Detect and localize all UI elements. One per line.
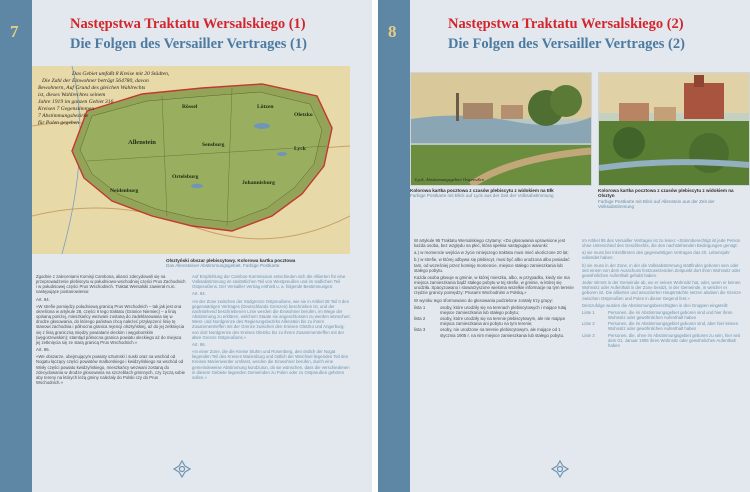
page-title-polish: Następstwa Traktatu Wersalskiego (1) [70, 16, 306, 32]
ornament-icon [173, 460, 191, 478]
list-label: Liste 1 [582, 309, 595, 315]
paragraph: «We obszarze, obejmującym powiaty sztumski i suski oraz na wschód od Nogatu łączący części powiatów malborskiego i kwidzyńskiego na wschód od Wisły części powiatu kwidzyńskiego, mieszkańcy wezwani zostaną do zdecydowania w drodze głosowania na szczeblach gminnych, czy życzą sobie aby tereny na których leżą gminy należały do Polski czy do Prus Wschodnich.» [36, 354, 186, 385]
paragraph: b) sie muss in der Zone, in der die Volksabstimmung stattfinden geboren sein oder seit einem von dem Ausschuss festzusetzenden Zeitpunkt dort ihren Wohnsitz oder gewöhnlichen Aufenthalt gehabt haben. [582, 262, 741, 278]
map-text-line: für Polen gegeben [38, 120, 80, 126]
paragraph: Każda osoba głosuje w gminie, w której mieszka, albo, w przypadku, kiedy nie ma miejsca zamieszkania bądź stałego pobytu w tej strefie, w gminie, w której się urodziła. Spacyzowano i stowarzyszone wieloma wszelkie informacje na tym terenie rzędzie granicy pomiędzy: Prusami Wschodnimi a Polską.» [414, 274, 574, 296]
text-column-german [192, 274, 352, 382]
list-label: lista 1 [414, 304, 426, 310]
page-content [32, 64, 372, 492]
map-text-line: Bewohnern, Auf Grund des gleichen Wahlrechts [38, 85, 146, 91]
map-caption-polish: Olsztyński obszar plebiscytowy. Kolorowa kartka pocztowa [166, 258, 296, 263]
paragraph: a.) w momencie wejścia w życie niniejszego traktatu musi mieć ukończone 20 lat; [414, 250, 569, 256]
map-label-oletzko: Oletzko [294, 112, 313, 118]
list-item [582, 333, 742, 348]
map-text-line: Die Zahl der Einwohner beträgt 564780, davon [42, 78, 149, 84]
list-label: lista 2 [414, 316, 426, 322]
list-item [414, 316, 574, 326]
list-text: osoby, nie urodzone na terenie plebiscytowym, ale mające od 1 stycznia 1905 r. na nim miejsce zamieszkania lub stałego pobytu. [440, 327, 565, 338]
map-text-line: Kreisen 7 Gegenstimmen [38, 106, 95, 112]
map-text-line: 7 Abstimmungsbezirke [38, 113, 89, 119]
paragraph: Zgodnie z zaleceniami Komisji Cambona, alianci zdecydowali się na przeprowadzenie plebiscytu w południowo-wschodniej części Prus Zachodnich i w południowej części Prus Wschodnich. Traktat Wersalski zawierał m.in. następujące postanowienia: [36, 274, 186, 295]
list-item [582, 310, 742, 320]
paragraph: W wyniku tego sformowano do głosowania podzielone zostały trzy grupy: [414, 297, 554, 303]
right-page [378, 0, 750, 492]
ornament-icon [551, 460, 569, 478]
page-content [410, 64, 750, 492]
caption-german: Farbige Postkarte mit Blick auf Lyck aus der Zeit der Volksabstimmung [410, 193, 554, 199]
postcard-allenstein-image [598, 72, 750, 186]
left-page [0, 0, 372, 492]
list-label: Liste 3 [582, 332, 595, 338]
postcard-lyck-image [410, 72, 592, 186]
map-text-line: ist, dieses Wahlrechtes seinem [38, 92, 106, 98]
list-item [414, 305, 574, 315]
list-item [414, 327, 574, 337]
caption-german: Farbige Postkarte mit Blick auf Allenstein aus der Zeit der Volksabstimmung [598, 198, 715, 210]
paragraph: «In der Zone zwischen der Südgrenze Ostpreußens, wie sie in Artikel 28 Teil II des gegenwärtigen Vertrages (Deutschlands Grenzen) beschrieben ist, und der nachstehend beschriebenen Linie werden die Einwohner berufen, im Wege der Abstimmung zu erklären, welchem Staate sie angeschlossen zu werden wünschen: West- und Nordgrenze des Regierungsbezirks Allenstein bis zu ihrem Zusammentreffen mit der Grenze zwischen den Kreisen Oletzko und Angerburg; von dort Nordgrenze des Kreises Oletzko bis zu ihrem Zusammentreffen mit der alten Grenze Ostpreußens.» [192, 298, 351, 340]
paragraph: Art. 96. [36, 347, 50, 353]
paragraph: W artykule 95 Traktatu Wersalskiego czytamy: «Do głosowania uprawnione jest każda osoba, bez względu na płeć, która spełnia następujące warunki: [414, 238, 566, 249]
paragraph: Jeder stimmt in der Gemeinde ab, wo er seinen Wohnsitz hat, oder, wenn er keinen Wohnsitz oder Aufenthalt in der Zone besitzt, in der Gemeinde, in welcher er geboren ist. Die alliierten und assoziierten Hauptmächte setzen alsdann die Grenze zwischen Ostpreußen und Polen in dieser Gegend fest.» [582, 280, 741, 301]
paragraph: a) sie muss bei Inkrafttreten des gegenwärtigen Vertrages das 20. Lebensjahr vollendet haben; [582, 250, 730, 261]
map-caption [166, 258, 346, 269]
page-header [32, 0, 372, 64]
page-number: 7 [10, 22, 19, 41]
map-label-neidenburg: Neidenburg [110, 188, 139, 194]
postcard-allenstein-caption [598, 188, 746, 210]
paragraph: b.) w strefie, w której odbywa się plebiscyt, musi być albo urodzona albo posiadać tam, od wcześniej przez komisję momencie, miejsce stałego zamieszkania lub stałego pobytu. [414, 257, 570, 273]
map-text-line: Das Gebiet umfaßt 8 Kreise mit 20 Städten, [72, 71, 170, 77]
map-label-lyck: Lyck [294, 146, 306, 152]
paragraph: Im Artikel 95 des Versailler Vertrages ist zu lesen: «Stimmberechtigt ist jede Person ohne Unterschied des Geschlechts, die den nachstehenden Bedingungen genügt: [582, 238, 741, 249]
map-label-allenstein: Allenstein [128, 139, 156, 146]
paragraph: «In einer Zone, die die Kreise Stuhm und Rosenberg, den östlich der Nogat liegenden Teil des Kreises Marienburg und östlich der Weichsel liegenden Teil des Kreises Marienwerder umfasst, werden die Einwohner berufen, durch eine gemeindeweise Abstimmung kundzutun, ob sie wünschen, dass die verschiedenen in diesem Gebiete liegenden Gemeinden zu Polen oder zu Ostpreußen gehören sollen.» [192, 349, 350, 380]
map-caption-german: Das Allensteiner Abstimmungsgebiet. Farbige Postkarte [166, 263, 280, 269]
map-text-line: Jahre 1919 im ganzen Gebiet 316 [38, 99, 114, 105]
page-header [410, 0, 750, 64]
list-text: Personen, die, ohne im Abstimmungsgebiet geboren zu sein, hier seit dem 01. Januar 1905 ihren Wohnsitz oder gewöhnlichen Aufenthalt haben [608, 332, 741, 348]
paragraph: Auf Empfehlung der Cambon-Kommission entschieden sich die Alliierten für eine Volksabstimmung im südöstlichen Teil von Westpreußen und im südlichen Teil Ostpreußens. Der Versailler Vertrag enthielt u. a. folgende Bestimmungen: [192, 274, 346, 290]
map-label-sensburg: Sensburg [202, 142, 225, 148]
map-label-johannisburg: Johannisburg [242, 180, 275, 186]
list-text: Personen, die im Abstimmungsgebiet geboren sind, aber hier keinen Wohnsitz oder gewöhnlichen Aufenthalt haben [608, 321, 739, 332]
caption-polish: Kolorowa kartka pocztowa z czasów plebiscytu z widokiem na Olsztyn [598, 188, 734, 199]
caption-polish: Kolorowa kartka pocztowa z czasów plebiscytu z widokiem na Ełk [410, 188, 554, 193]
page-title-german: Die Folgen des Versailler Vertrages (2) [448, 36, 685, 52]
list-text: osoby, które urodziły się na terenach plebiscytowych i mające tutaj miejsce zamieszkania lub stałego pobytu; [440, 304, 567, 315]
text-column-german [582, 238, 742, 349]
page-number: 8 [388, 22, 397, 41]
plebiscite-map-image [32, 66, 350, 254]
list-label: lista 3 [414, 327, 426, 333]
list-label: Liste 2 [582, 321, 595, 327]
paragraph: Demzufolge wurden die Abstimmungsberechtigten in drei Gruppen eingeteilt: [582, 302, 729, 308]
list-item [582, 321, 742, 331]
map-label-lotzen: Lötzen [257, 104, 274, 110]
page-title-polish: Następstwa Traktatu Wersalskiego (2) [448, 16, 684, 32]
postcard-lyck-caption [410, 188, 588, 199]
list-text: Personen, die im Abstimmungsgebiet geboren sind und hier ihren Wohnsitz oder gewöhnlichen Aufenthalt haben [608, 309, 733, 321]
postcard-inline-caption: Lyck, Abstimmungsgebiet Ostpreußen [415, 177, 485, 182]
paragraph: Art. 96. [192, 341, 206, 347]
text-column-polish [414, 238, 574, 339]
paragraph: Art. 94. [36, 296, 50, 302]
paragraph: «W strefie pomiędzy południową granicą Prus Wschodnich – tak jak jest ona określona w artykule 28, części II tego traktatu (Granice Niemiec) – a linią opisaną poniżej, mieszkańcy wezwani zostaną do zadeklarowania się w drodze głosowania, do którego państwa chcą należeć przyłączeni: linię tę stanowi zachodnia i północna granica rejencji olsztyńskiej, aż do jej zetknięcia się z linią graniczną między powiatami oleckim i węgoborskim (węgorzewskim); stamtąd północna granica powiatu oleckiego aż do miejsca jej zetknięcia się ze starą granicą Prus Wschodnich.» [36, 303, 185, 345]
page-title-german: Die Folgen des Versailler Vertrages (1) [70, 36, 307, 52]
map-label-rossel: Rössel [182, 104, 198, 110]
text-column-polish [36, 274, 186, 387]
map-label-ortelsburg: Ortelsburg [172, 174, 199, 180]
paragraph: Art. 94. [192, 291, 206, 297]
list-text: osoby, które urodziły się na terenie plebiscytowym, ale nie mające miejsca zamieszkania ani pobytu na tym terenie; [440, 316, 566, 327]
